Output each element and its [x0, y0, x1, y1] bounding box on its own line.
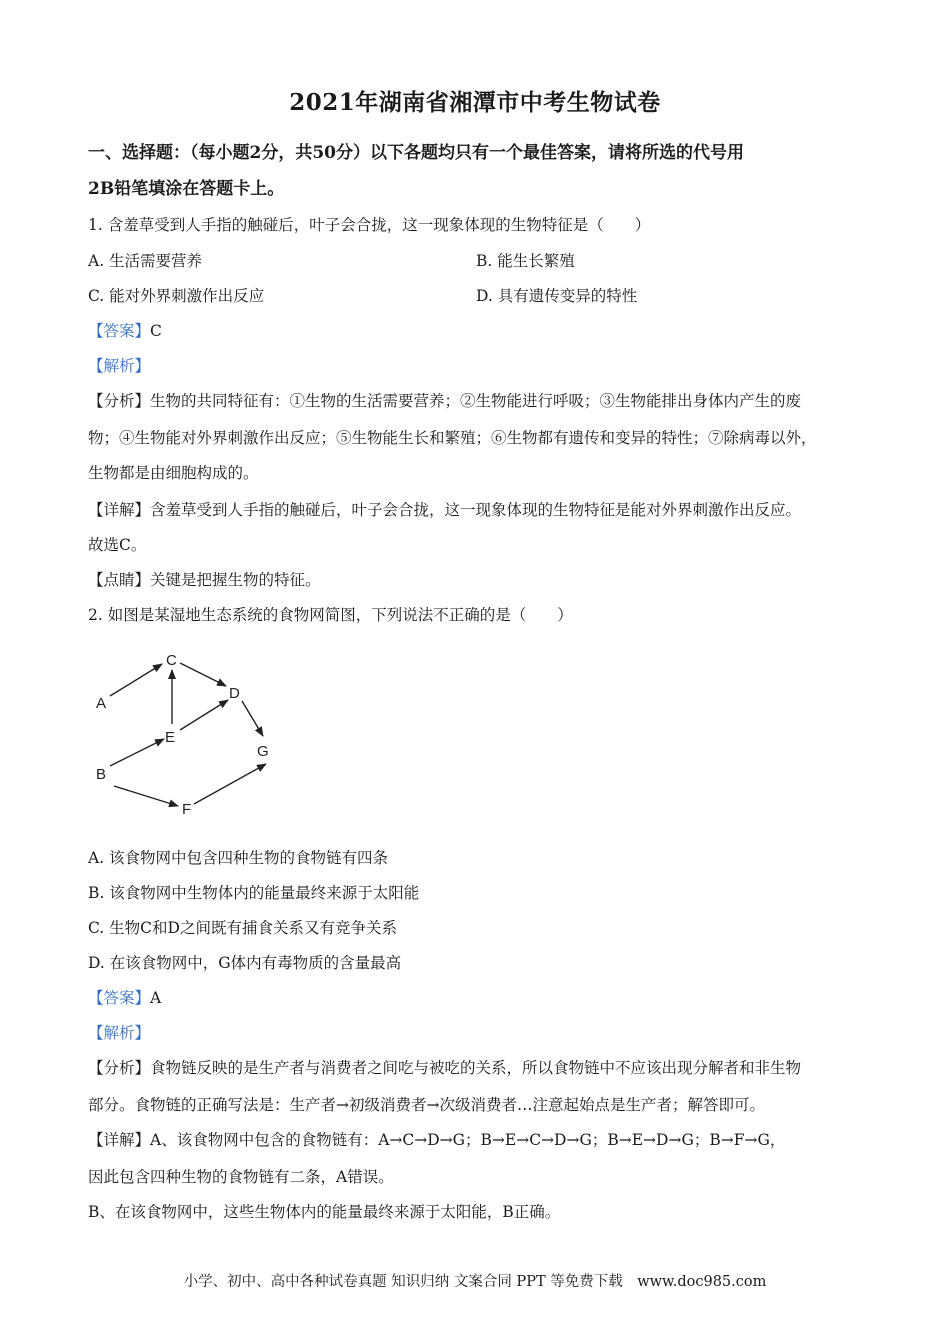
page-title: 2021年湖南省湘潭市中考生物试卷: [289, 89, 661, 116]
arrow-d-g: [242, 701, 263, 736]
q2-fenxi-line2: 部分。食物链的正确写法是：生产者→初级消费者→次级消费者…注意起始点是生产者；解答即可。: [88, 1096, 765, 1114]
q1-answer-tag: 【答案】: [88, 322, 151, 340]
node-d: D: [229, 685, 240, 702]
q2-xiangjie-line1: [88, 1129, 785, 1151]
node-f: F: [182, 801, 192, 818]
arrow-e-d: [180, 700, 228, 730]
q1-fenxi-tag: 【分析】: [88, 392, 151, 410]
q1-fenxi-line3: 生物都是由细胞构成的。: [88, 464, 259, 482]
node-c: C: [166, 652, 177, 669]
section-heading-line1: 一、选择题：（每小题2分，共50分）以下各题均只有一个最佳答案，请将所选的代号用: [88, 143, 744, 163]
q2-xiangjie-line2: 因此包含四种生物的食物链有二条，A错误。: [88, 1168, 394, 1186]
q2-fenxi-tag: 【分析】: [88, 1059, 151, 1077]
page-footer: 小学、初中、高中各种试卷真题 知识归纳 文案合同 PPT 等免费下载 www.doc985.com: [183, 1274, 767, 1290]
q1-dianjing-tag: 【点睛】: [88, 571, 151, 589]
q1-stem: 1. 含羞草受到人手指的触碰后，叶子会合拢，这一现象体现的生物特征是（ ）: [88, 216, 651, 234]
arrow-c-d: [180, 663, 226, 686]
q1-fenxi-text1: 生物的共同特征有：①生物的生活需要营养；②生物能进行呼吸；③生物能排出身体内产生的废: [150, 392, 802, 410]
q2-option-c: C. 生物C和D之间既有捕食关系又有竞争关系: [88, 919, 397, 937]
q1-xiangjie-text1: 含羞草受到人手指的触碰后，叶子会合拢，这一现象体现的生物特征是能对外界刺激作出反应。: [150, 501, 802, 519]
q1-option-d: D. 具有遗传变异的特性: [476, 287, 638, 305]
q2-option-d: D. 在该食物网中，G体内有毒物质的含量最高: [88, 954, 402, 972]
q2-stem: 2. 如图是某湿地生态系统的食物网简图，下列说法不正确的是（ ）: [88, 606, 573, 624]
q1-xiangjie-line1: [88, 499, 801, 521]
q2-fenxi-line1: [88, 1057, 801, 1079]
q1-xiangjie-tag: 【详解】: [88, 501, 151, 519]
arrow-f-g: [194, 764, 266, 804]
q2-answer: [88, 987, 161, 1009]
q1-answer: [88, 320, 162, 342]
q1-option-a: A. 生活需要营养: [88, 252, 203, 270]
q1-dianjing: [88, 569, 321, 591]
q1-answer-value: C: [150, 322, 162, 340]
q1-fenxi-line2: 物；④生物能对外界刺激作出反应；⑤生物能生长和繁殖；⑥生物都有遗传和变异的特性；⑦除病毒以外，: [88, 429, 817, 447]
node-g: G: [257, 743, 269, 760]
q2-option-a: A. 该食物网中包含四种生物的食物链有四条: [88, 849, 389, 867]
q1-option-c: C. 能对外界刺激作出反应: [88, 287, 265, 305]
q2-fenxi-text1: 食物链反映的是生产者与消费者之间吃与被吃的关系，所以食物链中不应该出现分解者和非生物: [150, 1059, 802, 1077]
q1-option-b: B. 能生长繁殖: [476, 252, 575, 270]
q2-option-b: B. 该食物网中生物体内的能量最终来源于太阳能: [88, 884, 420, 902]
node-b: B: [96, 766, 107, 783]
q2-analysis-tag: 【解析】: [88, 1024, 151, 1042]
arrow-b-f: [114, 786, 178, 806]
q1-fenxi-line1: [88, 390, 801, 412]
section-heading-line2: 2B铅笔填涂在答题卡上。: [88, 179, 285, 199]
q1-xiangjie-line2: 故选C。: [88, 536, 147, 554]
arrow-b-e: [110, 739, 164, 766]
q2-xiangjie-tag: 【详解】: [88, 1131, 151, 1149]
arrow-a-c: [110, 664, 162, 696]
q2-xiangjie-line3: B、在该食物网中，这些生物体内的能量最终来源于太阳能，B正确。: [88, 1203, 561, 1221]
q1-dianjing-text: 关键是把握生物的特征。: [150, 571, 321, 589]
q2-answer-value: A: [150, 989, 162, 1007]
node-a: A: [96, 695, 107, 712]
food-web-diagram: [88, 646, 288, 826]
q2-xiangjie-text1: A、该食物网中包含的食物链有：A→C→D→G；B→E→C→D→G；B→E→D→G；B→F→G，: [150, 1131, 786, 1149]
q1-analysis-tag: 【解析】: [88, 357, 151, 375]
node-e: E: [165, 729, 176, 746]
q2-answer-tag: 【答案】: [88, 989, 151, 1007]
